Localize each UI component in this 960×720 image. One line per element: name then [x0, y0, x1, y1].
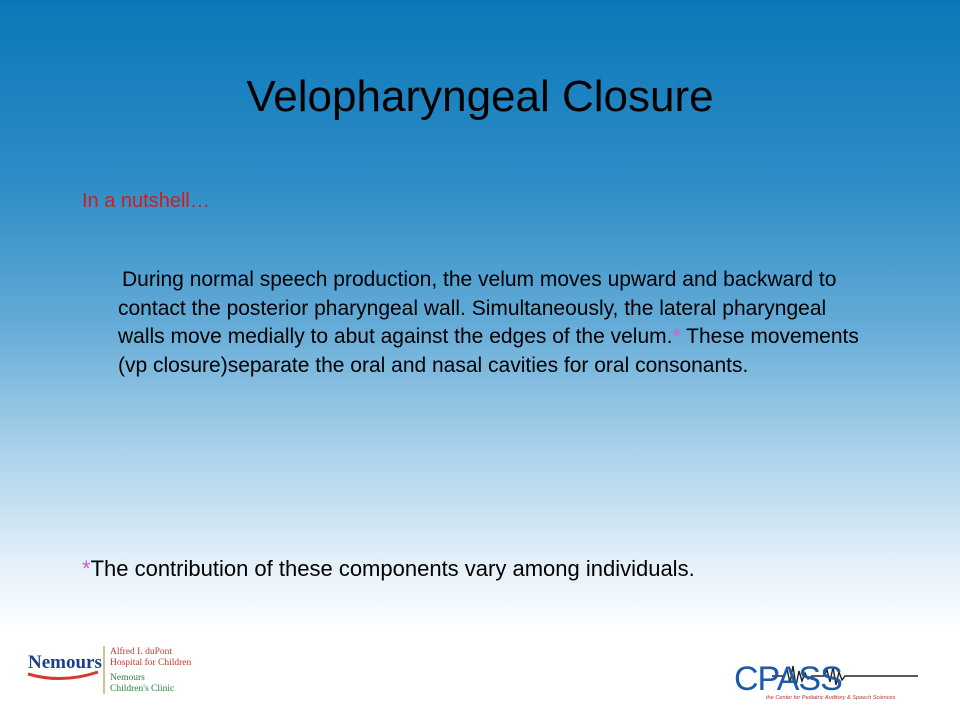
slide-title: Velopharyngeal Closure	[246, 72, 714, 121]
body-paragraph	[118, 266, 878, 380]
nemours-clinic-line1: Nemours	[110, 673, 145, 683]
nemours-hospital-line1: Alfred I. duPont	[110, 647, 173, 657]
nemours-clinic-line2: Children's Clinic	[110, 684, 175, 694]
paragraph-star: *	[672, 325, 681, 348]
nemours-logo	[26, 640, 206, 696]
footnote	[82, 556, 695, 582]
nemours-brand: Nemours	[28, 652, 102, 673]
paragraph-text-b: These movements (vp closure)separate the oral and nasal cavities for oral consonants.	[118, 325, 859, 377]
cpass-logo	[732, 652, 920, 702]
nemours-hospital-line2: Hospital for Children	[110, 658, 192, 668]
paragraph-text-a: During normal speech production, the velum moves upward and backward to contact the posterior pharyngeal wall. Simultaneously, the lateral pharyngeal walls move medially to abut against the edges of the velum.	[118, 268, 837, 348]
footnote-star: *	[82, 556, 91, 581]
cpass-tagline: the Center for Pediatric Auditory & Speech Sciences	[766, 695, 896, 701]
footnote-text: The contribution of these components vary among individuals.	[90, 556, 695, 581]
cpass-brand: CPASS	[734, 660, 842, 698]
slide-subtitle: In a nutshell…	[82, 190, 210, 212]
